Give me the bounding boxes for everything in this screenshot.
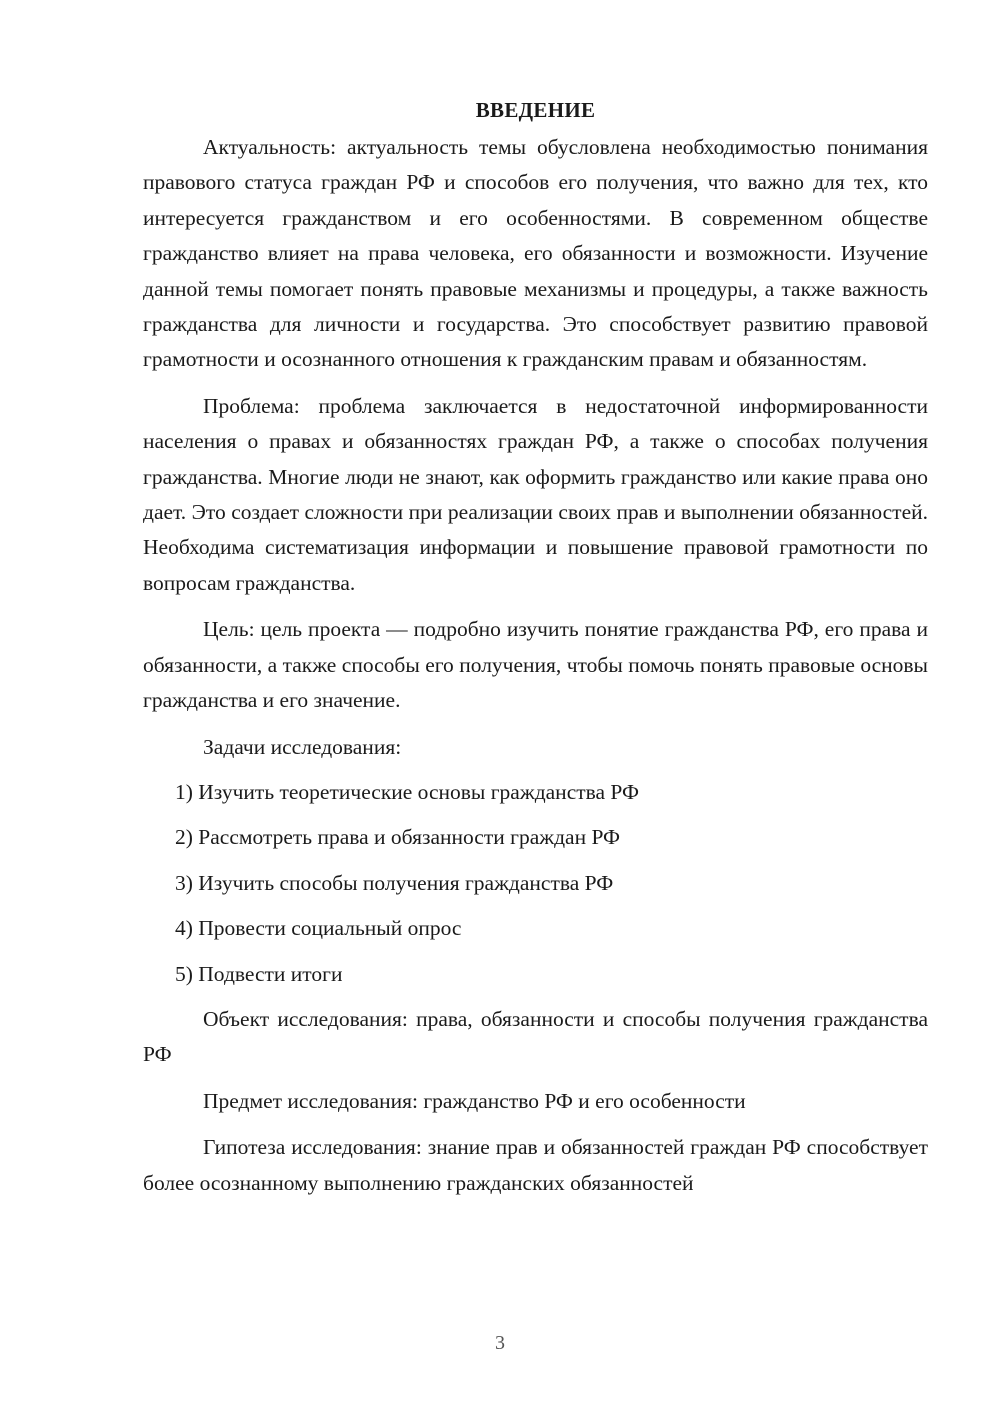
task-item-2: 2) Рассмотреть права и обязанности граждан РФ — [175, 825, 621, 850]
tasks-list — [143, 775, 928, 992]
page-number: 3 — [495, 1332, 505, 1354]
section-heading: ВВЕДЕНИЕ — [475, 98, 596, 122]
paragraph-object: Объект исследования: права, обязанности и способы получения гражданства РФ — [143, 1006, 928, 1067]
document-page — [143, 92, 928, 1322]
paragraph-problem: Проблема: проблема заключается в недостаточной информированности населения о правах и обязанностях граждан РФ, а также о способах получения гражданства. Многие люди не знают, как оформить гражданство или какие права оно дает. Это создает сложности при реализации своих прав и выполнении обязанностей. Необходима систематизация информации и повышение правовой грамотности по вопросам гражданства. — [143, 393, 928, 595]
task-item-5: 5) Подвести итоги — [175, 961, 343, 986]
tasks-intro: Задачи исследования: — [203, 734, 402, 759]
paragraph-subject: Предмет исследования: гражданство РФ и его особенности — [203, 1088, 746, 1113]
task-item-3: 3) Изучить способы получения гражданства РФ — [175, 870, 614, 895]
paragraph-hypothesis: Гипотеза исследования: знание прав и обязанностей граждан РФ способствует более осознанному выполнению гражданских обязанностей — [143, 1135, 928, 1195]
paragraph-relevance: Актуальность: актуальность темы обусловлена необходимостью понимания правового статуса граждан РФ и способов его получения, что важно для тех, кто интересуется гражданством и его особенностями. В современном обществе гражданство влияет на права человека, его обязанности и возможности. Изучение данной темы помогает понять правовые механизмы и процедуры, а также важность гражданства для личности и государства. Это способствует развитию правовой грамотности и осознанного отношения к гражданским правам и обязанностям. — [143, 135, 928, 372]
task-item-1: 1) Изучить теоретические основы гражданства РФ — [175, 779, 639, 804]
task-item-4: 4) Провести социальный опрос — [175, 916, 462, 941]
paragraph-goal: Цель: цель проекта — подробно изучить понятие гражданства РФ, его права и обязанности, а также способы его получения, чтобы помочь понять правовые основы гражданства и его значение. — [143, 617, 928, 713]
